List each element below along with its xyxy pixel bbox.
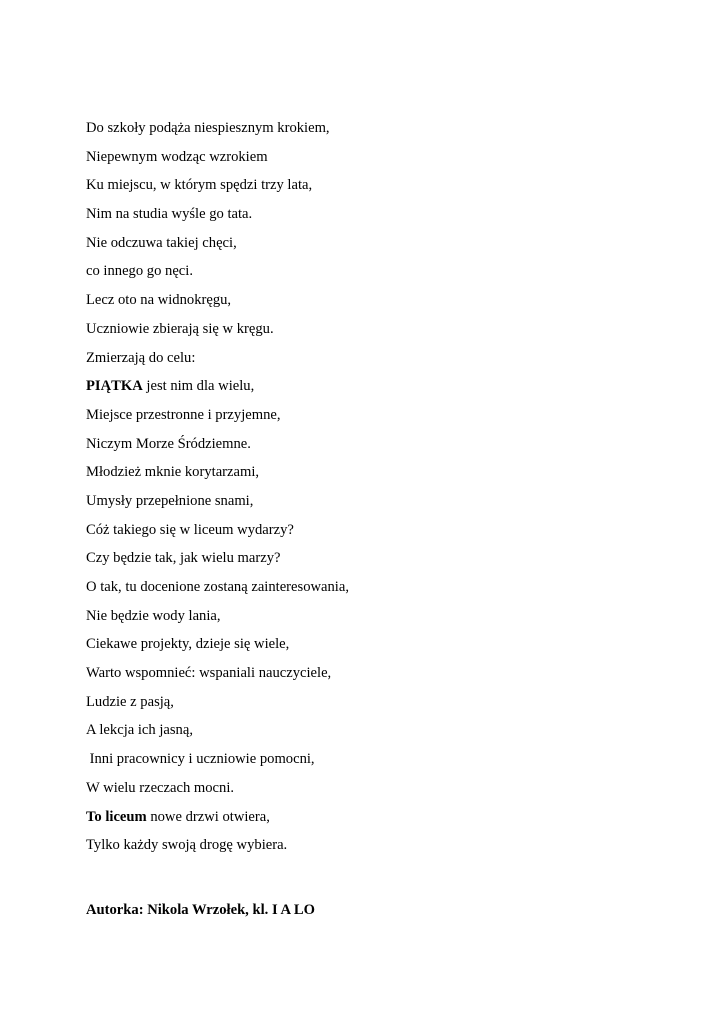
poem-line: Umysły przepełnione snami,	[86, 492, 254, 509]
poem-line-bold: PIĄTKA	[86, 378, 143, 395]
poem-line: Warto wspomnieć: wspaniali nauczyciele,	[86, 665, 332, 682]
poem-line-rest: nowe drzwi otwiera,	[146, 808, 270, 825]
poem-line: W wielu rzeczach mocni.	[86, 779, 235, 796]
poem-line: Nie odczuwa takiej chęci,	[86, 234, 237, 251]
poem-line: Uczniowie zbierają się w kręgu.	[86, 320, 274, 337]
poem-line: Niepewnym wodząc wzrokiem	[86, 148, 268, 165]
poem-line-rest: jest nim dla wielu,	[142, 378, 255, 395]
poem-line: Niczym Morze Śródziemne.	[86, 435, 251, 452]
poem-line: Miejsce przestronne i przyjemne,	[86, 406, 281, 423]
poem-line: Lecz oto na widnokręgu,	[86, 292, 232, 309]
poem-line: Ciekawe projekty, dzieje się wiele,	[86, 636, 290, 653]
poem-line: Tylko każdy swoją drogę wybiera.	[86, 837, 288, 854]
poem-line: Do szkoły podąża niespiesznym krokiem,	[86, 120, 330, 136]
poem-line: A lekcja ich jasną,	[86, 722, 193, 739]
poem-line: Ku miejscu, w którym spędzi trzy lata,	[86, 177, 313, 194]
poem-line: Nim na studia wyśle go tata.	[86, 206, 253, 223]
poem-line: Nie będzie wody lania,	[86, 607, 221, 624]
poem-line-bold: To liceum	[86, 808, 147, 825]
poem-line	[86, 372, 686, 401]
poem-line: co innego go nęci.	[86, 263, 193, 280]
poem-line: Czy będzie tak, jak wielu marzy?	[86, 550, 281, 567]
poem-line: Cóż takiego się w liceum wydarzy?	[86, 521, 294, 538]
poem-line: Młodzież mknie korytarzami,	[86, 464, 260, 481]
poem-author: Autorka: Nikola Wrzołek, kl. I A LO	[86, 902, 315, 918]
poem-body	[86, 114, 686, 860]
poem-line: O tak, tu docenione zostaną zainteresowania,	[86, 579, 349, 595]
poem-line	[86, 803, 686, 832]
poem-line: Inni pracownicy i uczniowie pomocni,	[86, 751, 315, 768]
poem-line: Ludzie z pasją,	[86, 693, 174, 710]
poem-line: Zmierzają do celu:	[86, 349, 196, 366]
